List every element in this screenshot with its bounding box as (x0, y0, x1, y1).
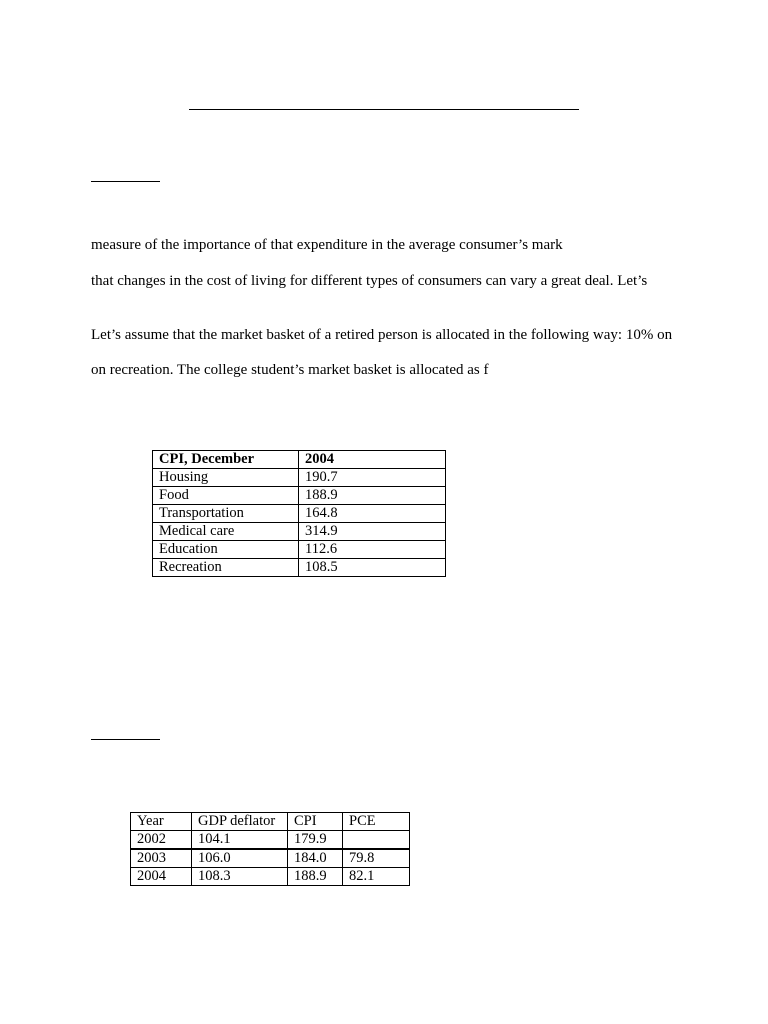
table-row (153, 523, 446, 541)
table-cell: Education (153, 541, 299, 559)
table-header-cell: 2004 (299, 451, 446, 469)
title-blank-line (189, 109, 579, 110)
paragraph-line-4: on recreation. The college student’s market basket is allocated as f (91, 362, 489, 378)
table-cell: 104.1 (192, 831, 288, 850)
table-cell: 2002 (131, 831, 192, 850)
table-cell: 2003 (131, 849, 192, 868)
table-cell: 82.1 (343, 868, 410, 886)
table-row (131, 849, 410, 868)
table-cell: 314.9 (299, 523, 446, 541)
table-cell: 190.7 (299, 469, 446, 487)
paragraph-line-2: that changes in the cost of living for different types of consumers can vary a great deal. Let’s (91, 273, 648, 289)
table-row (153, 505, 446, 523)
table-header-cell: CPI (288, 813, 343, 831)
table-cell: 106.0 (192, 849, 288, 868)
table-header-cell: Year (131, 813, 192, 831)
table-row (153, 559, 446, 577)
table-cell: 188.9 (299, 487, 446, 505)
table-cell: Recreation (153, 559, 299, 577)
table-header-row (131, 813, 410, 831)
paragraph-line-3: Let’s assume that the market basket of a retired person is allocated in the following way: 10% on (91, 327, 673, 343)
table-cell: Transportation (153, 505, 299, 523)
section-blank-line-2 (91, 739, 160, 740)
table-cell: Housing (153, 469, 299, 487)
table-cell: 108.5 (299, 559, 446, 577)
table-cell: 112.6 (299, 541, 446, 559)
table-cell: 79.8 (343, 849, 410, 868)
table-cell: 179.9 (288, 831, 343, 850)
table-cell: 184.0 (288, 849, 343, 868)
table-cell: Medical care (153, 523, 299, 541)
section-blank-line-1 (91, 181, 160, 182)
table-cell (343, 831, 410, 850)
table-cell: 2004 (131, 868, 192, 886)
table-row (153, 487, 446, 505)
cpi-december-table (152, 450, 446, 577)
price-index-table (130, 812, 410, 886)
table-header-cell: PCE (343, 813, 410, 831)
table-row (131, 831, 410, 850)
table-row (153, 541, 446, 559)
table-cell: 108.3 (192, 868, 288, 886)
table-header-row (153, 451, 446, 469)
table-cell: 188.9 (288, 868, 343, 886)
table-header-cell: CPI, December (153, 451, 299, 469)
table-cell: Food (153, 487, 299, 505)
table-header-cell: GDP deflator (192, 813, 288, 831)
table-row (153, 469, 446, 487)
table-cell: 164.8 (299, 505, 446, 523)
table-row (131, 868, 410, 886)
paragraph-line-1: measure of the importance of that expenditure in the average consumer’s mark (91, 237, 563, 253)
